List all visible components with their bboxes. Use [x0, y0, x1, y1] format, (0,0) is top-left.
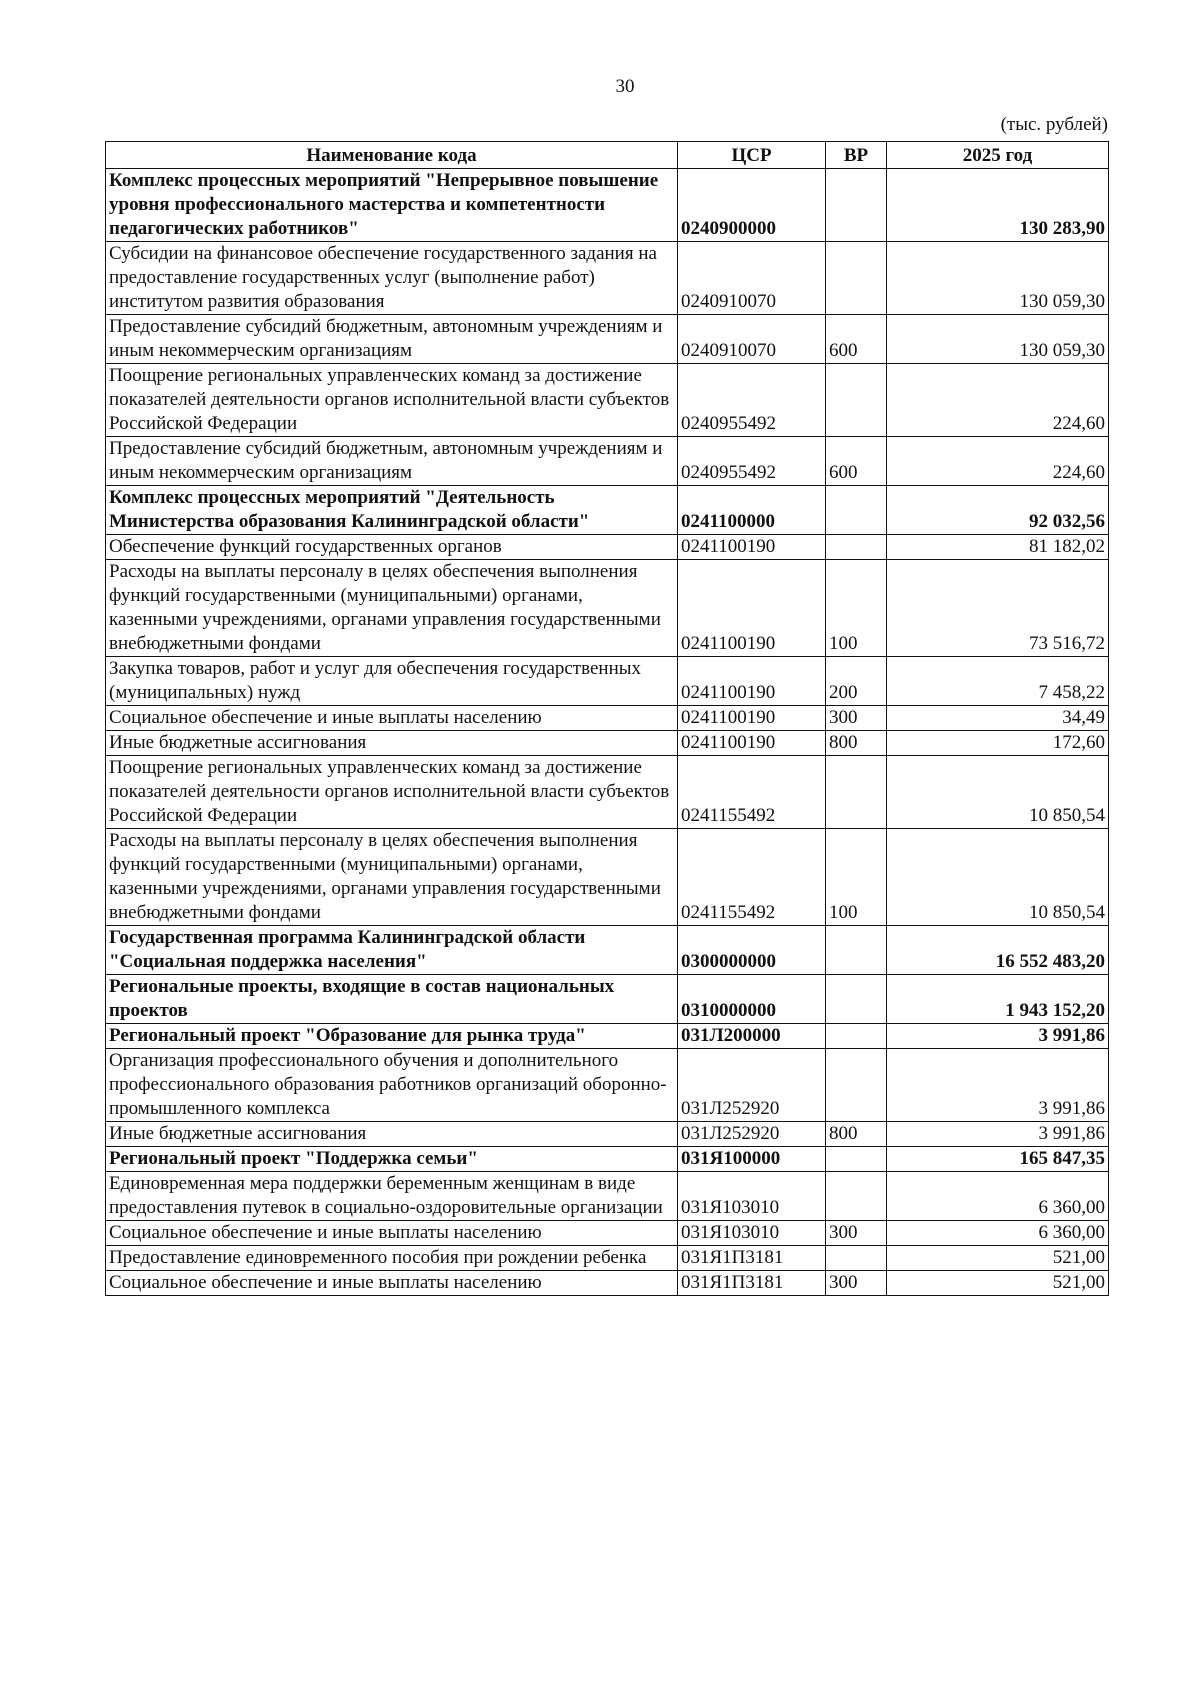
table-row [106, 829, 1109, 926]
row-name: Социальное обеспечение и иные выплаты населению [106, 1271, 678, 1296]
header-amount: 2025 год [887, 142, 1109, 169]
row-amount: 10 850,54 [887, 756, 1109, 829]
table-row [106, 364, 1109, 437]
row-name: Предоставление единовременного пособия при рождении ребенка [106, 1246, 678, 1271]
table-row [106, 169, 1109, 242]
row-vr: 800 [826, 1122, 887, 1147]
row-csr: 0241155492 [678, 829, 826, 926]
table-row [106, 756, 1109, 829]
table-row [106, 1049, 1109, 1122]
row-name: Расходы на выплаты персоналу в целях обеспечения выполнения функций государственными (муниципальными) органами, казенными учреждениями, органами управления государственными внебюджетными фондами [106, 560, 678, 657]
row-csr: 0241155492 [678, 756, 826, 829]
row-name: Иные бюджетные ассигнования [106, 731, 678, 756]
header-csr: ЦСР [678, 142, 826, 169]
table-header-row [106, 142, 1109, 169]
row-csr: 0240900000 [678, 169, 826, 242]
row-name: Обеспечение функций государственных органов [106, 535, 678, 560]
row-csr: 0241100190 [678, 560, 826, 657]
row-vr [826, 1049, 887, 1122]
row-amount: 3 991,86 [887, 1049, 1109, 1122]
row-name: Субсидии на финансовое обеспечение государственного задания на предоставление государственных услуг (выполнение работ) институтом развития образования [106, 242, 678, 315]
row-vr [826, 1246, 887, 1271]
row-vr: 300 [826, 1271, 887, 1296]
row-vr: 600 [826, 315, 887, 364]
row-name: Региональный проект "Поддержка семьи" [106, 1147, 678, 1172]
row-name: Социальное обеспечение и иные выплаты населению [106, 706, 678, 731]
row-csr: 031Л252920 [678, 1122, 826, 1147]
table-row [106, 975, 1109, 1024]
budget-table [105, 141, 1109, 1296]
table-row [106, 926, 1109, 975]
table-row [106, 315, 1109, 364]
row-csr: 0241100190 [678, 657, 826, 706]
row-vr [826, 169, 887, 242]
row-csr: 031Л200000 [678, 1024, 826, 1049]
row-vr [826, 242, 887, 315]
row-amount: 16 552 483,20 [887, 926, 1109, 975]
row-csr: 031Я1П3181 [678, 1246, 826, 1271]
row-amount: 224,60 [887, 364, 1109, 437]
row-csr: 0240955492 [678, 437, 826, 486]
row-vr: 200 [826, 657, 887, 706]
row-name: Региональные проекты, входящие в состав национальных проектов [106, 975, 678, 1024]
row-name: Иные бюджетные ассигнования [106, 1122, 678, 1147]
table-row [106, 486, 1109, 535]
row-name: Государственная программа Калининградской области "Социальная поддержка населения" [106, 926, 678, 975]
row-name: Поощрение региональных управленческих команд за достижение показателей деятельности органов исполнительной власти субъектов Российской Федерации [106, 364, 678, 437]
table-row [106, 1246, 1109, 1271]
header-vr: ВР [826, 142, 887, 169]
row-csr: 0241100190 [678, 535, 826, 560]
table-row [106, 1221, 1109, 1246]
row-name: Предоставление субсидий бюджетным, автономным учреждениям и иным некоммерческим организациям [106, 437, 678, 486]
row-name: Закупка товаров, работ и услуг для обеспечения государственных (муниципальных) нужд [106, 657, 678, 706]
row-vr [826, 1172, 887, 1221]
table-row [106, 731, 1109, 756]
table-row [106, 1147, 1109, 1172]
row-amount: 34,49 [887, 706, 1109, 731]
row-csr: 0240910070 [678, 242, 826, 315]
row-csr: 031Л252920 [678, 1049, 826, 1122]
row-amount: 165 847,35 [887, 1147, 1109, 1172]
table-row [106, 706, 1109, 731]
row-amount: 172,60 [887, 731, 1109, 756]
row-vr [826, 364, 887, 437]
row-csr: 0310000000 [678, 975, 826, 1024]
row-amount: 130 059,30 [887, 315, 1109, 364]
row-amount: 224,60 [887, 437, 1109, 486]
row-amount: 521,00 [887, 1246, 1109, 1271]
row-vr [826, 975, 887, 1024]
table-row [106, 242, 1109, 315]
row-csr: 0241100190 [678, 731, 826, 756]
row-vr: 600 [826, 437, 887, 486]
row-vr: 300 [826, 1221, 887, 1246]
row-name: Предоставление субсидий бюджетным, автономным учреждениям и иным некоммерческим организациям [106, 315, 678, 364]
row-amount: 3 991,86 [887, 1122, 1109, 1147]
row-amount: 92 032,56 [887, 486, 1109, 535]
row-vr: 100 [826, 560, 887, 657]
row-csr: 0241100000 [678, 486, 826, 535]
table-row [106, 1024, 1109, 1049]
row-vr [826, 1024, 887, 1049]
row-amount: 6 360,00 [887, 1221, 1109, 1246]
row-amount: 6 360,00 [887, 1172, 1109, 1221]
table-row [106, 560, 1109, 657]
page-number: 30 [615, 76, 635, 97]
row-csr: 0241100190 [678, 706, 826, 731]
row-vr [826, 486, 887, 535]
row-amount: 10 850,54 [887, 829, 1109, 926]
row-name: Комплекс процессных мероприятий "Непрерывное повышение уровня профессионального мастерства и компетентности педагогических работников" [106, 169, 678, 242]
row-csr: 031Я1П3181 [678, 1271, 826, 1296]
row-vr [826, 926, 887, 975]
row-name: Единовременная мера поддержки беременным женщинам в виде предоставления путевок в социально-оздоровительные организации [106, 1172, 678, 1221]
row-csr: 0240955492 [678, 364, 826, 437]
row-amount: 7 458,22 [887, 657, 1109, 706]
row-amount: 130 059,30 [887, 242, 1109, 315]
row-name: Организация профессионального обучения и дополнительного профессионального образования работников организаций оборонно-промышленного комплекса [106, 1049, 678, 1122]
header-name: Наименование кода [106, 142, 678, 169]
row-amount: 521,00 [887, 1271, 1109, 1296]
row-name: Расходы на выплаты персоналу в целях обеспечения выполнения функций государственными (муниципальными) органами, казенными учреждениями, органами управления государственными внебюджетными фондами [106, 829, 678, 926]
row-csr: 0240910070 [678, 315, 826, 364]
table-row [106, 535, 1109, 560]
row-vr [826, 535, 887, 560]
row-amount: 1 943 152,20 [887, 975, 1109, 1024]
row-csr: 031Я103010 [678, 1221, 826, 1246]
row-csr: 031Я103010 [678, 1172, 826, 1221]
row-vr: 800 [826, 731, 887, 756]
row-name: Комплекс процессных мероприятий "Деятельность Министерства образования Калининградской области" [106, 486, 678, 535]
row-csr: 0300000000 [678, 926, 826, 975]
table-body [106, 169, 1109, 1296]
row-name: Региональный проект "Образование для рынка труда" [106, 1024, 678, 1049]
row-amount: 130 283,90 [887, 169, 1109, 242]
units-label: (тыс. рублей) [1000, 114, 1108, 135]
row-amount: 3 991,86 [887, 1024, 1109, 1049]
row-vr [826, 1147, 887, 1172]
row-vr: 100 [826, 829, 887, 926]
row-amount: 81 182,02 [887, 535, 1109, 560]
table-row [106, 1271, 1109, 1296]
table-row [106, 437, 1109, 486]
table-row [106, 1122, 1109, 1147]
table-row [106, 657, 1109, 706]
table-row [106, 1172, 1109, 1221]
row-vr: 300 [826, 706, 887, 731]
row-name: Поощрение региональных управленческих команд за достижение показателей деятельности органов исполнительной власти субъектов Российской Федерации [106, 756, 678, 829]
row-vr [826, 756, 887, 829]
row-amount: 73 516,72 [887, 560, 1109, 657]
row-csr: 031Я100000 [678, 1147, 826, 1172]
row-name: Социальное обеспечение и иные выплаты населению [106, 1221, 678, 1246]
